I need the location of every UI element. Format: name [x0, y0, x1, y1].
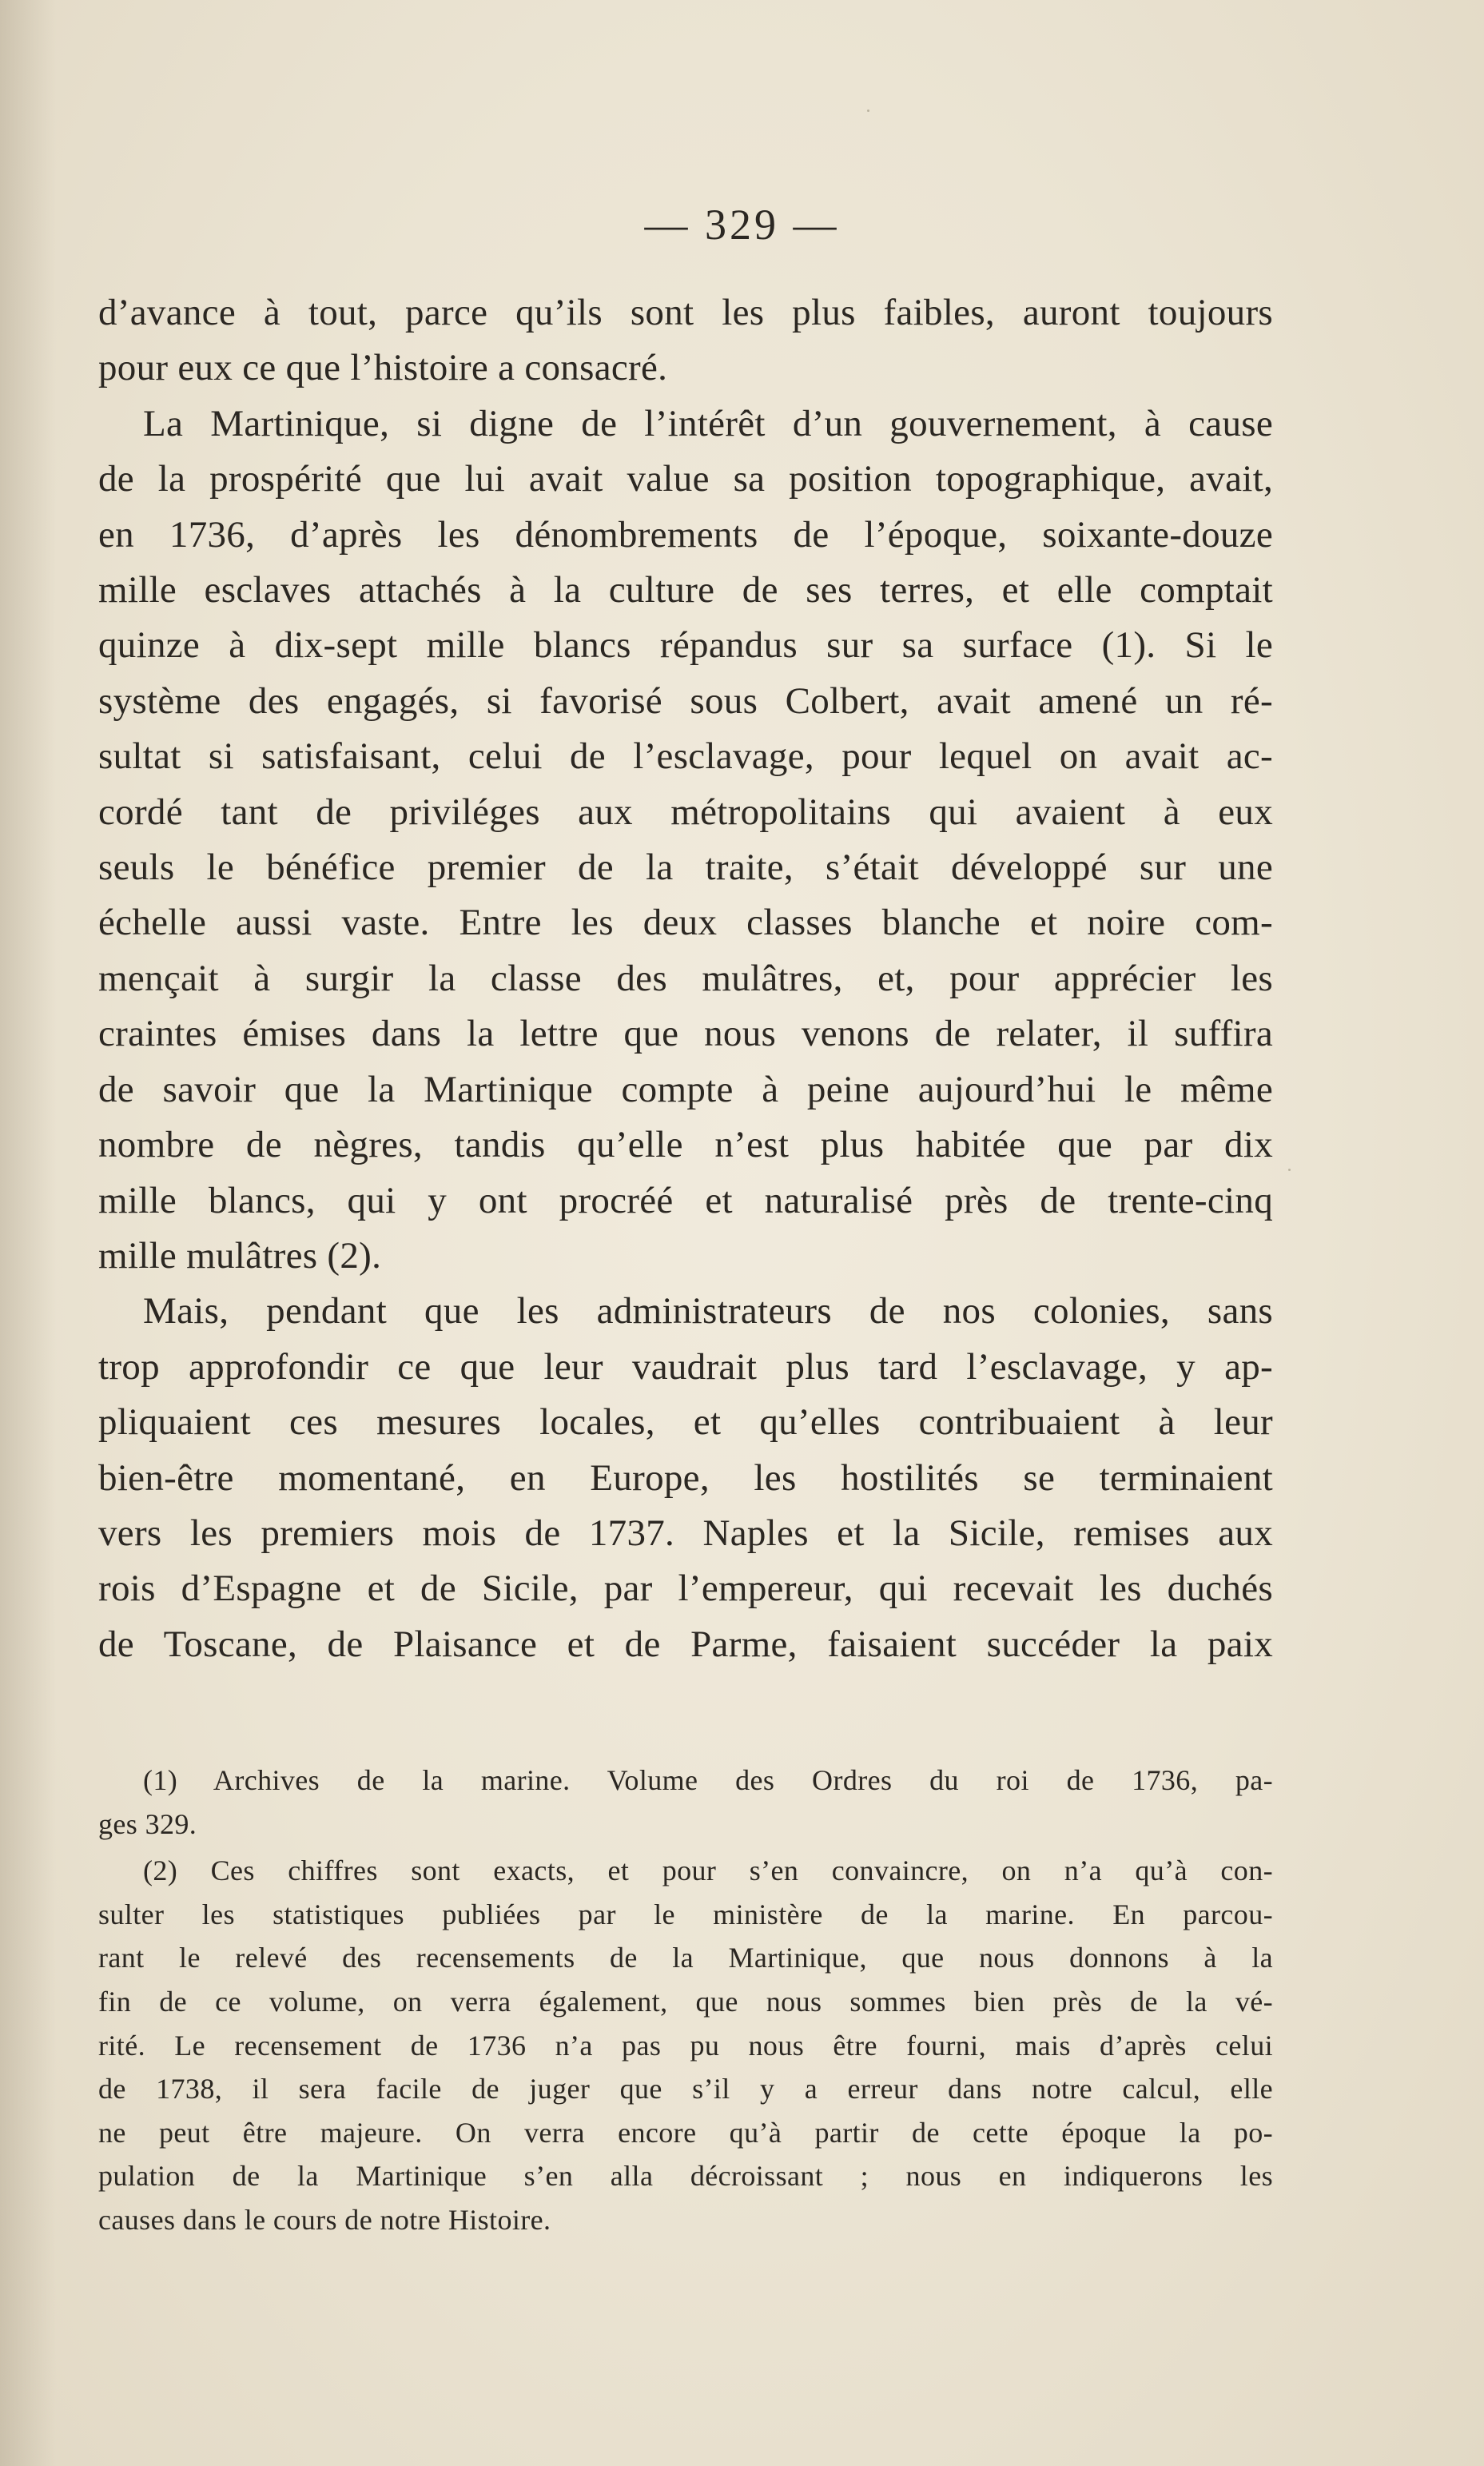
body-line: pour eux ce que l’histoire a consacré.	[98, 347, 668, 389]
footnote-line: (2) Ces chiffres sont exacts, et pour s’en convaincre, on n’a qu’à con-	[143, 1854, 1273, 1887]
body-line: vers les premiers mois de 1737. Naples et la Sicile, remises aux	[98, 1512, 1273, 1554]
body-line: mille blancs, qui y ont procréé et naturalisé près de trente-cinq	[98, 1179, 1273, 1221]
body-line: seuls le bénéfice premier de la traite, s’était développé sur une	[98, 847, 1273, 889]
footnote-line: rant le relevé des recensements de la Martinique, que nous donnons à la	[98, 1942, 1273, 1974]
body-line: en 1736, d’après les dénombrements de l’époque, soixante-douze	[98, 513, 1273, 556]
body-line: d’avance à tout, parce qu’ils sont les plus faibles, auront toujours	[98, 292, 1273, 333]
body-line: bien-être momentané, en Europe, les hostilités se terminaient	[98, 1456, 1273, 1499]
paper-speck	[1288, 1169, 1291, 1171]
body-line: mençait à surgir la classe des mulâtres, et, pour apprécier les	[98, 957, 1273, 999]
footnotes-block	[98, 1759, 1273, 2242]
body-line: sultat si satisfaisant, celui de l’esclavage, pour lequel on avait ac-	[98, 735, 1273, 778]
body-line: nombre de nègres, tandis qu’elle n’est plus habitée que par dix	[98, 1124, 1273, 1166]
body-line: trop approfondir ce que leur vaudrait plus tard l’esclavage, y ap-	[98, 1345, 1273, 1388]
binding-shadow	[0, 0, 56, 2466]
body-line: de Toscane, de Plaisance et de Parme, faisaient succéder la paix	[98, 1623, 1273, 1665]
footnote-line: ges 329.	[98, 1807, 197, 1840]
body-line: pliquaient ces mesures locales, et qu’elles contribuaient à leur	[98, 1401, 1273, 1444]
body-line: de la prospérité que lui avait value sa position topographique, avait,	[98, 458, 1273, 500]
footnote-line: fin de ce volume, on verra également, que nous sommes bien près de la vé-	[98, 1985, 1273, 2018]
body-line: La Martinique, si digne de l’intérêt d’un gouvernement, à cause	[143, 402, 1273, 444]
footnote-line: sulter les statistiques publiées par le ministère de la marine. En parcou-	[98, 1898, 1273, 1930]
body-line: de savoir que la Martinique compte à peine aujourd’hui le même	[98, 1068, 1273, 1110]
footnote-1	[98, 1759, 1273, 1846]
body-line: mille mulâtres (2).	[98, 1234, 382, 1277]
paper-speck	[867, 110, 869, 112]
body-line: craintes émises dans la lettre que nous venons de relater, il suffira	[98, 1013, 1273, 1055]
footnote-line: pulation de la Martinique s’en alla décroissant ; nous en indiquerons les	[98, 2160, 1273, 2193]
footnote-2	[98, 1849, 1273, 2241]
page-number-header: — 329 —	[644, 201, 840, 249]
main-text-block	[98, 285, 1273, 1672]
footnote-line: de 1738, il sera facile de juger que s’il y a erreur dans notre calcul, elle	[98, 2073, 1273, 2105]
body-line: système des engagés, si favorisé sous Colbert, avait amené un ré-	[98, 679, 1273, 722]
footnote-line: (1) Archives de la marine. Volume des Ordres du roi de 1736, pa-	[143, 1764, 1273, 1796]
footnote-line: causes dans le cours de notre Histoire.	[98, 2203, 551, 2236]
footnote-line: ne peut être majeure. On verra encore qu’à partir de cette époque la po-	[98, 2116, 1273, 2149]
footnote-line: rité. Le recensement de 1736 n’a pas pu nous être fourni, mais d’après celui	[98, 2029, 1273, 2062]
body-line: échelle aussi vaste. Entre les deux classes blanche et noire com-	[98, 902, 1273, 944]
body-line: mille esclaves attachés à la culture de ses terres, et elle comptait	[98, 569, 1273, 612]
body-line: cordé tant de priviléges aux métropolitains qui avaient à eux	[98, 791, 1273, 833]
body-line: rois d’Espagne et de Sicile, par l’empereur, qui recevait les duchés	[98, 1568, 1273, 1610]
body-line: quinze à dix-sept mille blancs répandus sur sa surface (1). Si le	[98, 624, 1273, 667]
body-line: Mais, pendant que les administrateurs de nos colonies, sans	[143, 1290, 1273, 1333]
